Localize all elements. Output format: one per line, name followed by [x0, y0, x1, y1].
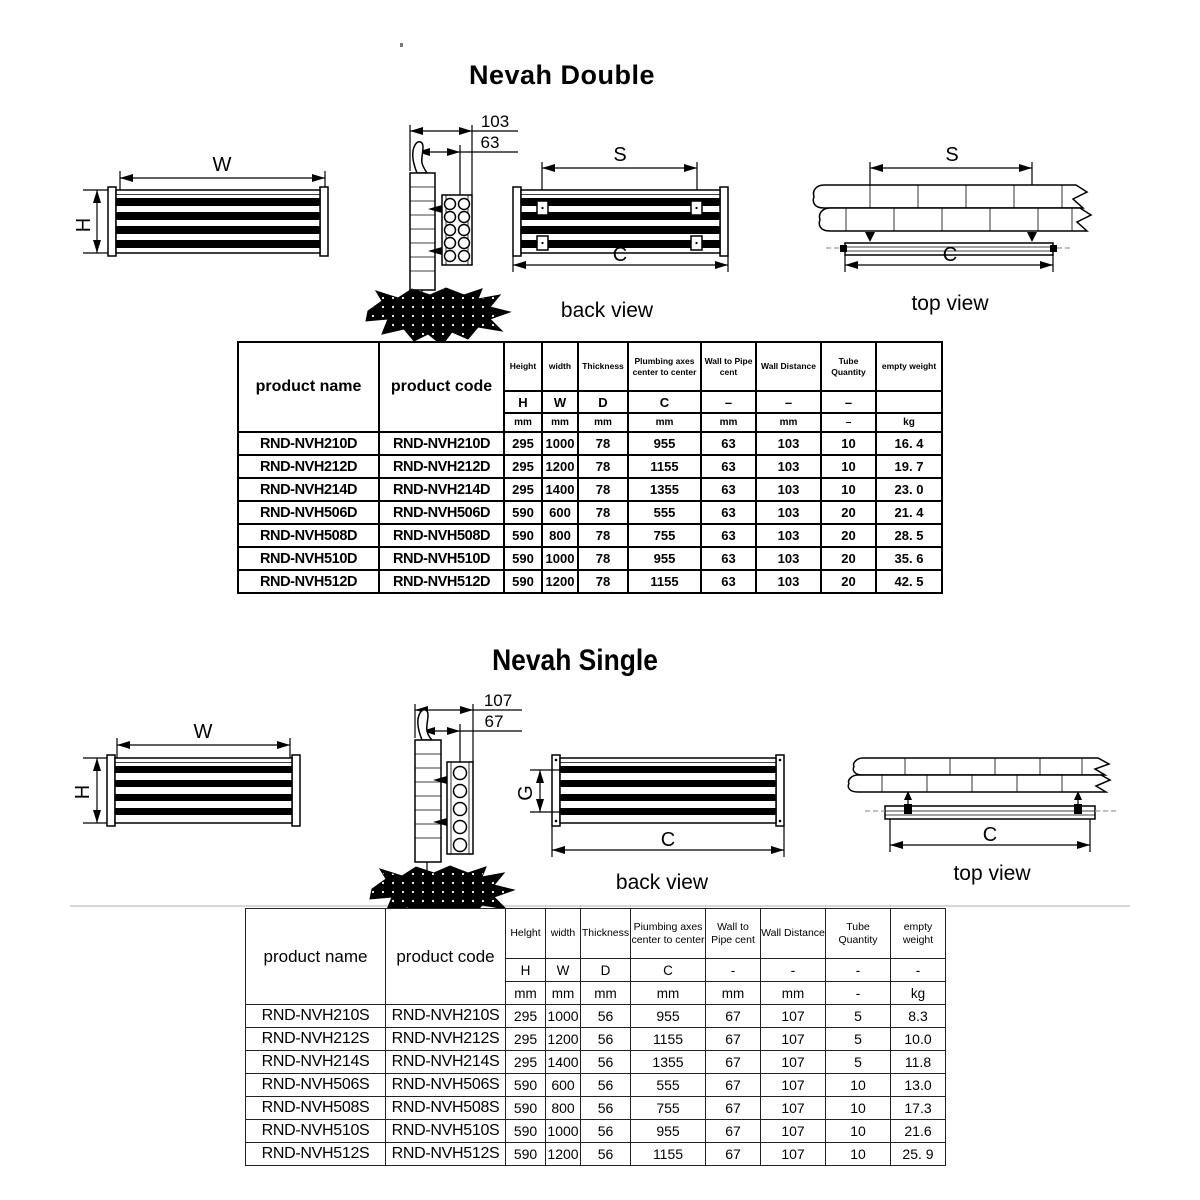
- table-cell: 955: [628, 432, 701, 455]
- floor-hatch-double: [366, 288, 510, 345]
- dim-label-wall-distance-double: 103: [480, 112, 510, 131]
- table-cell: 67: [706, 1120, 761, 1143]
- table-cell: RND-NVH512S: [246, 1143, 386, 1166]
- table-cell: RND-NVH212D: [238, 455, 379, 478]
- col-header-product-name: product name: [238, 342, 379, 432]
- front-view-double: [73, 154, 328, 256]
- unit-cell: mm: [701, 413, 756, 432]
- table-row: [238, 524, 942, 547]
- dim-label-height-front-single: H: [72, 784, 94, 800]
- table-cell: RND-NVH214D: [379, 478, 504, 501]
- table-cell: 107: [761, 1120, 826, 1143]
- caption-back-view-single: back view: [615, 871, 709, 894]
- table-cell: 78: [578, 478, 628, 501]
- table-cell: 600: [542, 501, 578, 524]
- table-cell: 1200: [546, 1143, 581, 1166]
- table-cell: 63: [701, 455, 756, 478]
- table-cell: 1355: [628, 478, 701, 501]
- table-cell: 103: [756, 478, 821, 501]
- unit-cell: mm: [504, 413, 542, 432]
- back-view-double: [513, 144, 728, 322]
- symbol-cell: –: [821, 391, 876, 413]
- table-cell: 67: [706, 1143, 761, 1166]
- section-title-single: Nevah Single: [492, 644, 658, 677]
- table-cell: 590: [504, 501, 542, 524]
- caption-top-view-single: top view: [953, 862, 1031, 885]
- table-cell: 35. 6: [876, 547, 942, 570]
- table-cell: 20: [821, 547, 876, 570]
- table-cell: 1355: [631, 1051, 706, 1074]
- table-cell: 955: [628, 547, 701, 570]
- table-cell: RND-NVH506D: [379, 501, 504, 524]
- dim-label-centers-top-double: C: [942, 244, 958, 266]
- dim-label-width-front-single: W: [193, 721, 213, 743]
- table-row: [238, 455, 942, 478]
- table-cell: RND-NVH506S: [246, 1074, 386, 1097]
- table-cell: 10.0: [891, 1028, 946, 1051]
- table-cell: 590: [504, 524, 542, 547]
- dim-label-wall-to-pipe-single: 67: [484, 712, 504, 731]
- table-cell: 10: [826, 1074, 891, 1097]
- dim-label-centers-back-double: C: [612, 244, 628, 266]
- table-cell: 1200: [542, 455, 578, 478]
- col-header-thickness: Thickness: [581, 909, 631, 959]
- col-header-wall-to-pipe: Wall to Pipe cent: [701, 342, 756, 391]
- table-cell: 590: [504, 547, 542, 570]
- table-cell: 590: [506, 1120, 546, 1143]
- table-row: [238, 547, 942, 570]
- symbol-cell: W: [542, 391, 578, 413]
- table-cell: 107: [761, 1005, 826, 1028]
- table-cell: 755: [628, 524, 701, 547]
- table-cell: 103: [756, 432, 821, 455]
- symbol-cell: W: [546, 959, 581, 982]
- table-cell: 63: [701, 478, 756, 501]
- section-title-double: Nevah Double: [468, 60, 656, 90]
- col-header-empty-weight: empty weight: [876, 342, 942, 391]
- table-cell: 10: [821, 478, 876, 501]
- table-cell: 21.6: [891, 1120, 946, 1143]
- symbol-cell: C: [628, 391, 701, 413]
- unit-cell: kg: [891, 982, 946, 1005]
- table-cell: 600: [546, 1074, 581, 1097]
- double-table-body: [238, 432, 942, 593]
- col-header-tube-quantity: Tube Quantity: [821, 342, 876, 391]
- table-row: [246, 1028, 946, 1051]
- table-row: [246, 1051, 946, 1074]
- table-cell: 16. 4: [876, 432, 942, 455]
- table-cell: 1000: [546, 1120, 581, 1143]
- symbol-cell: H: [506, 959, 546, 982]
- scan-speck: [400, 43, 403, 47]
- table-cell: 56: [581, 1051, 631, 1074]
- table-cell: 67: [706, 1005, 761, 1028]
- col-header-wall-distance: Wall Distance: [761, 909, 826, 959]
- unit-cell: –: [821, 413, 876, 432]
- table-cell: RND-NVH210D: [379, 432, 504, 455]
- front-view-single: [72, 721, 300, 826]
- dim-label-height-front-double: H: [73, 217, 95, 233]
- table-cell: RND-NVH214S: [386, 1051, 506, 1074]
- table-cell: 10: [826, 1143, 891, 1166]
- table-cell: 107: [761, 1143, 826, 1166]
- side-view-single: [370, 691, 522, 923]
- table-cell: 19. 7: [876, 455, 942, 478]
- top-view-double: [813, 144, 1091, 315]
- symbol-cell: [876, 391, 942, 413]
- unit-cell: mm: [706, 982, 761, 1005]
- table-cell: 63: [701, 570, 756, 593]
- double-technical-drawing: [70, 105, 1110, 345]
- table-cell: 78: [578, 547, 628, 570]
- table-cell: 20: [821, 570, 876, 593]
- table-cell: RND-NVH508S: [386, 1097, 506, 1120]
- table-cell: 555: [628, 501, 701, 524]
- table-cell: 67: [706, 1051, 761, 1074]
- table-cell: RND-NVH212S: [246, 1028, 386, 1051]
- table-cell: 103: [756, 547, 821, 570]
- table-cell: 295: [504, 478, 542, 501]
- table-cell: 63: [701, 432, 756, 455]
- table-cell: 755: [631, 1097, 706, 1120]
- unit-cell: mm: [578, 413, 628, 432]
- dim-label-wall-to-pipe-double: 63: [480, 133, 500, 152]
- table-cell: 295: [506, 1051, 546, 1074]
- symbol-cell: -: [891, 959, 946, 982]
- col-header-thickness: Thickness: [578, 342, 628, 391]
- table-cell: 78: [578, 432, 628, 455]
- table-cell: 800: [542, 524, 578, 547]
- double-spec-table: [237, 341, 943, 594]
- table-cell: 590: [506, 1074, 546, 1097]
- table-cell: RND-NVH508D: [238, 524, 379, 547]
- table-row: [246, 1120, 946, 1143]
- dim-label-span-back-double: S: [613, 144, 627, 166]
- col-header-width: width: [542, 342, 578, 391]
- symbol-cell: -: [761, 959, 826, 982]
- col-header-product-name: product name: [246, 909, 386, 1005]
- unit-cell: mm: [628, 413, 701, 432]
- single-table-body: [246, 1005, 946, 1166]
- dim-label-width-front-double: W: [212, 154, 232, 176]
- table-cell: RND-NVH512D: [238, 570, 379, 593]
- table-cell: 1400: [542, 478, 578, 501]
- table-cell: 5: [826, 1051, 891, 1074]
- table-cell: 63: [701, 501, 756, 524]
- caption-back-view-double: back view: [560, 299, 654, 322]
- table-cell: RND-NVH508D: [379, 524, 504, 547]
- table-cell: 56: [581, 1028, 631, 1051]
- table-cell: RND-NVH512D: [379, 570, 504, 593]
- table-cell: RND-NVH212S: [386, 1028, 506, 1051]
- col-header-product-code: product code: [386, 909, 506, 1005]
- table-cell: RND-NVH506D: [238, 501, 379, 524]
- symbol-cell: D: [581, 959, 631, 982]
- unit-cell: kg: [876, 413, 942, 432]
- table-row: [238, 501, 942, 524]
- table-cell: 955: [631, 1120, 706, 1143]
- table-cell: 8.3: [891, 1005, 946, 1028]
- table-cell: 56: [581, 1005, 631, 1028]
- back-view-single: [515, 755, 784, 894]
- symbol-cell: H: [504, 391, 542, 413]
- table-cell: 1400: [546, 1051, 581, 1074]
- dim-label-centers-top-single: C: [982, 824, 998, 846]
- table-cell: RND-NVH210D: [238, 432, 379, 455]
- table-cell: 78: [578, 455, 628, 478]
- symbol-cell: -: [826, 959, 891, 982]
- table-cell: RND-NVH214S: [246, 1051, 386, 1074]
- table-cell: 10: [826, 1120, 891, 1143]
- table-cell: 67: [706, 1028, 761, 1051]
- col-header-product-code: product code: [379, 342, 504, 432]
- single-spec-table: [245, 908, 946, 1166]
- col-header-wall-to-pipe: Wall to Pipe cent: [706, 909, 761, 959]
- table-cell: 800: [546, 1097, 581, 1120]
- table-cell: RND-NVH210S: [386, 1005, 506, 1028]
- table-cell: 1155: [628, 455, 701, 478]
- table-cell: RND-NVH212D: [379, 455, 504, 478]
- table-cell: 955: [631, 1005, 706, 1028]
- table-cell: 295: [506, 1005, 546, 1028]
- single-technical-drawing: [70, 690, 1130, 915]
- table-cell: 78: [578, 501, 628, 524]
- table-cell: RND-NVH512S: [386, 1143, 506, 1166]
- table-cell: 295: [506, 1028, 546, 1051]
- table-cell: 10: [821, 432, 876, 455]
- table-cell: 103: [756, 455, 821, 478]
- table-cell: 1155: [631, 1143, 706, 1166]
- table-cell: 107: [761, 1097, 826, 1120]
- table-cell: 1000: [542, 432, 578, 455]
- unit-cell: mm: [761, 982, 826, 1005]
- table-row: [246, 1143, 946, 1166]
- table-cell: 555: [631, 1074, 706, 1097]
- table-cell: RND-NVH510S: [246, 1120, 386, 1143]
- table-row: [238, 478, 942, 501]
- table-cell: 295: [504, 455, 542, 478]
- table-cell: RND-NVH214D: [238, 478, 379, 501]
- unit-cell: mm: [542, 413, 578, 432]
- table-cell: RND-NVH510S: [386, 1120, 506, 1143]
- table-cell: 67: [706, 1074, 761, 1097]
- table-cell: 67: [706, 1097, 761, 1120]
- table-cell: 10: [826, 1097, 891, 1120]
- table-row: [246, 1097, 946, 1120]
- table-cell: 20: [821, 501, 876, 524]
- table-cell: 1155: [631, 1028, 706, 1051]
- unit-cell: mm: [631, 982, 706, 1005]
- dim-label-centers-back-single: C: [660, 829, 676, 851]
- table-cell: 1200: [546, 1028, 581, 1051]
- table-row: [238, 570, 942, 593]
- table-cell: 590: [504, 570, 542, 593]
- table-cell: RND-NVH506S: [386, 1074, 506, 1097]
- table-cell: RND-NVH508S: [246, 1097, 386, 1120]
- caption-top-view-double: top view: [911, 292, 989, 315]
- table-cell: RND-NVH210S: [246, 1005, 386, 1028]
- table-cell: RND-NVH510D: [238, 547, 379, 570]
- table-cell: 590: [506, 1143, 546, 1166]
- col-header-plumbing: Piumbing axes center to center: [631, 909, 706, 959]
- table-cell: 11.8: [891, 1051, 946, 1074]
- table-row: [246, 1005, 946, 1028]
- table-cell: 1155: [628, 570, 701, 593]
- table-cell: 23. 0: [876, 478, 942, 501]
- table-row: [246, 1074, 946, 1097]
- table-cell: 63: [701, 547, 756, 570]
- symbol-cell: –: [701, 391, 756, 413]
- side-view-double: [366, 112, 518, 345]
- table-cell: 78: [578, 570, 628, 593]
- table-cell: 42. 5: [876, 570, 942, 593]
- dim-label-wall-distance-single: 107: [483, 691, 513, 710]
- table-cell: 20: [821, 524, 876, 547]
- table-cell: 295: [504, 432, 542, 455]
- table-cell: 21. 4: [876, 501, 942, 524]
- table-cell: 56: [581, 1074, 631, 1097]
- table-cell: 1200: [542, 570, 578, 593]
- unit-cell: -: [826, 982, 891, 1005]
- table-cell: 56: [581, 1143, 631, 1166]
- table-cell: 25. 9: [891, 1143, 946, 1166]
- table-cell: RND-NVH510D: [379, 547, 504, 570]
- table-cell: 13.0: [891, 1074, 946, 1097]
- table-cell: 17.3: [891, 1097, 946, 1120]
- symbol-cell: C: [631, 959, 706, 982]
- dim-label-group-back-single: G: [515, 785, 537, 801]
- table-cell: 5: [826, 1028, 891, 1051]
- col-header-empty-weight: empty weight: [891, 909, 946, 959]
- col-header-height: Helght: [506, 909, 546, 959]
- unit-cell: mm: [756, 413, 821, 432]
- table-cell: 103: [756, 501, 821, 524]
- table-cell: 28. 5: [876, 524, 942, 547]
- symbol-cell: -: [706, 959, 761, 982]
- table-cell: 5: [826, 1005, 891, 1028]
- table-cell: 56: [581, 1097, 631, 1120]
- unit-cell: mm: [581, 982, 631, 1005]
- symbol-cell: –: [756, 391, 821, 413]
- dim-label-span-top-double: S: [945, 144, 959, 166]
- table-cell: 1000: [546, 1005, 581, 1028]
- col-header-width: width: [546, 909, 581, 959]
- col-header-height: Height: [504, 342, 542, 391]
- table-cell: 103: [756, 570, 821, 593]
- table-cell: 56: [581, 1120, 631, 1143]
- top-view-single: [848, 758, 1118, 885]
- table-cell: 107: [761, 1074, 826, 1097]
- table-cell: 107: [761, 1051, 826, 1074]
- col-header-wall-distance: Wall Distance: [756, 342, 821, 391]
- table-cell: 107: [761, 1028, 826, 1051]
- col-header-plumbing: Plumbing axes center to center: [628, 342, 701, 391]
- col-header-tube-quantity: Tube Quantity: [826, 909, 891, 959]
- table-cell: 63: [701, 524, 756, 547]
- symbol-cell: D: [578, 391, 628, 413]
- table-row: [238, 432, 942, 455]
- table-cell: 1000: [542, 547, 578, 570]
- unit-cell: mm: [506, 982, 546, 1005]
- table-cell: 10: [821, 455, 876, 478]
- unit-cell: mm: [546, 982, 581, 1005]
- table-cell: 78: [578, 524, 628, 547]
- table-cell: 103: [756, 524, 821, 547]
- table-cell: 590: [506, 1097, 546, 1120]
